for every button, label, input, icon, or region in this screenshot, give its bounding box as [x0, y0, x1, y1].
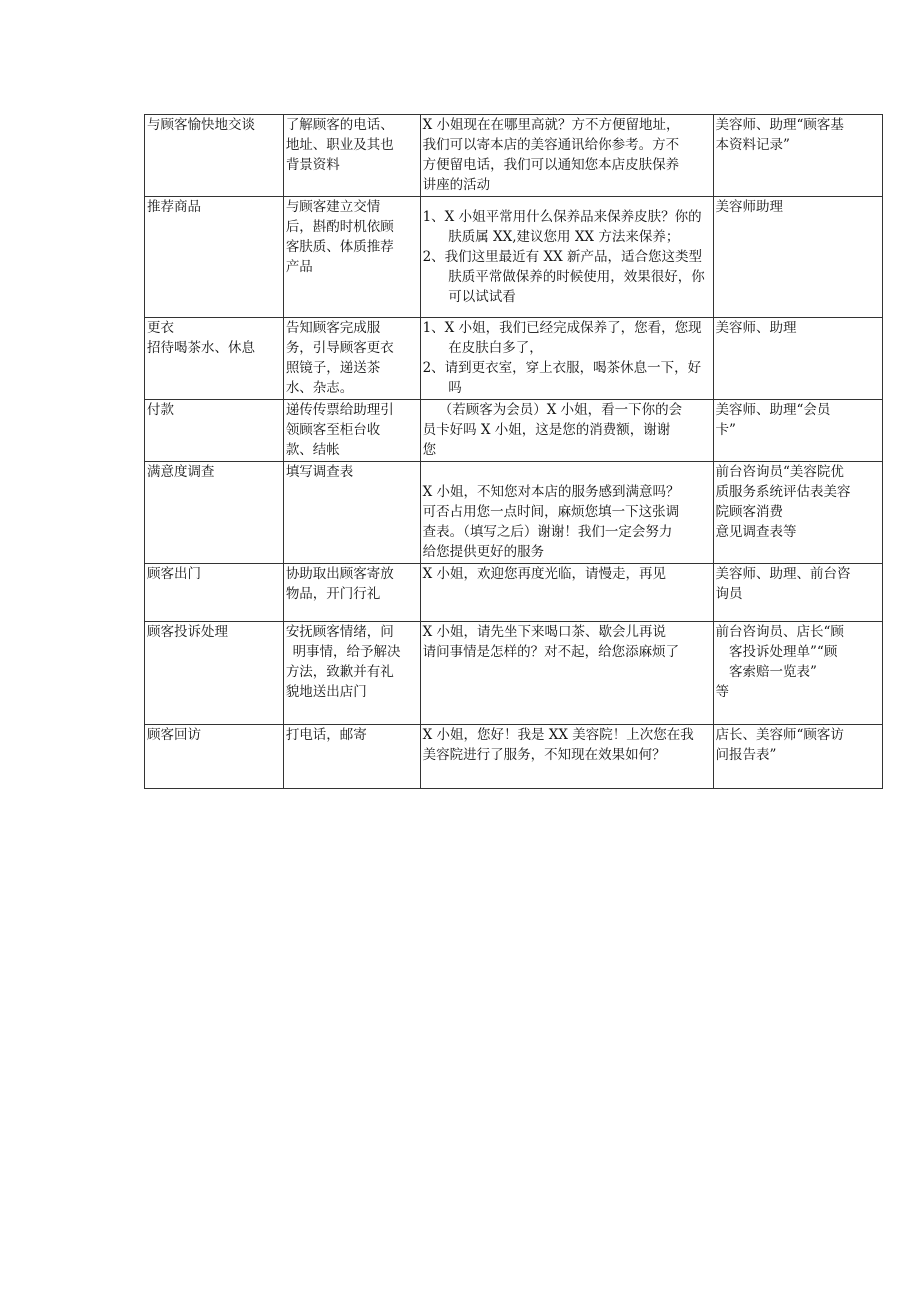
action-text: 后，斟酌时机依顾: [285, 219, 394, 235]
action-text: 了解顾客的电话、: [285, 117, 394, 133]
table-row: [145, 197, 883, 318]
step-cell: [145, 622, 284, 725]
action-cell: [283, 318, 420, 400]
script-cell: [420, 318, 713, 400]
script-text: X 小姐，请先坐下来喝口茶、歇会儿再说: [422, 624, 666, 640]
script-text: X 小姐现在在哪里高就？方不方便留地址，: [422, 117, 680, 133]
action-text: 明事情，给予解决: [292, 644, 401, 660]
script-cell: [420, 197, 713, 318]
step-cell: [145, 197, 284, 318]
step-text: 付款: [147, 402, 174, 418]
script-cell: [420, 725, 713, 789]
staff-cell: [713, 725, 882, 789]
step-text: 顾客回访: [147, 727, 201, 743]
table-row: [145, 622, 883, 725]
script-text: （若顾客为会员）X 小姐，看一下你的会: [438, 402, 683, 418]
staff-cell: [713, 564, 882, 622]
action-text: 地址、职业及其也: [285, 137, 394, 153]
staff-text: 卡”: [715, 422, 736, 438]
staff-cell: [713, 197, 882, 318]
step-text: 招待喝茶水、休息: [147, 340, 255, 356]
script-cell: [420, 564, 713, 622]
step-cell: [145, 725, 284, 789]
action-cell: [283, 462, 420, 564]
staff-text: 美容师、助理“会员: [715, 402, 831, 418]
staff-text: 等: [715, 684, 730, 700]
script-text: 方便留电话，我们可以通知您本店皮肤保养: [422, 157, 680, 173]
step-text: 推荐商品: [147, 199, 201, 215]
table-row: [145, 564, 883, 622]
action-text: 递传传票给助理引: [285, 402, 394, 418]
script-item: 2、我们这里最近有 XX 新产品，适合您这类型肤质平常做保养的时候使用，效果很好，你可以试试看: [422, 249, 705, 305]
table-row: [145, 725, 883, 789]
action-cell: [283, 622, 420, 725]
action-cell: [283, 400, 420, 462]
script-text: X 小姐，不知您对本店的服务感到满意吗？: [422, 484, 680, 500]
staff-text: 美容师助理: [715, 199, 784, 215]
step-text: 更衣: [147, 320, 174, 336]
staff-cell: [713, 462, 882, 564]
action-text: 貌地送出店门: [285, 684, 367, 700]
staff-text: 质服务系统评估表美容: [715, 484, 851, 500]
action-text: 务，引导顾客更衣: [285, 340, 394, 356]
action-text: 款、结帐: [285, 442, 340, 458]
action-text: 方法，致歉并有礼: [285, 664, 394, 680]
table-row: [145, 462, 883, 564]
step-cell: [145, 400, 284, 462]
script-text: X 小姐，欢迎您再度光临，请慢走，再见: [422, 566, 666, 582]
step-cell: [145, 462, 284, 564]
action-cell: [283, 564, 420, 622]
step-cell: [145, 564, 284, 622]
action-text: 水、杂志。: [285, 380, 354, 396]
script-text: 给您提供更好的服务: [422, 544, 545, 560]
service-procedure-table: [144, 114, 883, 789]
table-row: [145, 115, 883, 197]
staff-text: 美容师、助理“顾客基: [715, 117, 844, 133]
script-item: 2、请到更衣室，穿上衣服，喝茶休息一下，好吗: [422, 360, 702, 396]
staff-text: 客索赔一览表”: [729, 664, 817, 680]
staff-cell: [713, 318, 882, 400]
action-text: 打电话，邮寄: [285, 727, 367, 743]
script-text: 美容院进行了服务，不知现在效果如何？: [422, 747, 666, 763]
staff-text: 意见调查表等: [715, 524, 797, 540]
action-text: 填写调查表: [285, 464, 354, 480]
action-cell: [283, 115, 420, 197]
staff-text: 问报告表”: [715, 747, 777, 763]
action-text: 安抚顾客情绪，问: [285, 624, 394, 640]
script-text: 讲座的活动: [422, 177, 491, 193]
table-row: [145, 400, 883, 462]
staff-text: 客投诉处理单”“顾: [729, 644, 838, 660]
staff-cell: [713, 400, 882, 462]
staff-text: 本资料记录”: [715, 137, 790, 153]
action-text: 告知顾客完成服: [285, 320, 381, 336]
script-text: 我们可以寄本店的美容通讯给你参考。方不: [422, 137, 680, 153]
script-text: 您: [422, 442, 437, 458]
script-text: X 小姐，您好！我是 XX 美容院！上次您在我: [422, 727, 694, 743]
staff-text: 美容师、助理、前台咨: [715, 566, 851, 582]
staff-text: 美容师、助理: [715, 320, 797, 336]
staff-text: 院顾客消费: [715, 504, 784, 520]
action-cell: [283, 725, 420, 789]
action-text: 背景资料: [285, 157, 340, 173]
script-cell: [420, 400, 713, 462]
staff-text: 前台咨询员、店长“顾: [715, 624, 844, 640]
action-text: 照镜子，递送茶: [285, 360, 381, 376]
staff-text: 前台咨询员“美容院优: [715, 464, 844, 480]
action-text: 协助取出顾客寄放: [285, 566, 394, 582]
script-text: 可否占用您一点时间，麻烦您填一下这张调: [422, 504, 680, 520]
action-text: 产品: [285, 259, 313, 275]
script-text: 员卡好吗 X 小姐，这是您的消费额，谢谢: [422, 422, 671, 438]
action-text: 与顾客建立交情: [285, 199, 381, 215]
script-cell: [420, 622, 713, 725]
action-text: 客肤质、体质推荐: [285, 239, 394, 255]
action-cell: [283, 197, 420, 318]
step-cell: [145, 318, 284, 400]
step-cell: [145, 115, 284, 197]
script-cell: [420, 115, 713, 197]
staff-text: 询员: [715, 586, 743, 602]
step-text: 顾客出门: [147, 566, 201, 582]
script-text: 查表。（填写之后）谢谢！我们一定会努力: [422, 524, 673, 540]
staff-cell: [713, 622, 882, 725]
script-item: 1、X 小姐平常用什么保养品来保养皮肤？你的肤质属 XX,建议您用 XX 方法来保养；: [422, 209, 702, 245]
action-text: 领顾客至柜台收: [285, 422, 381, 438]
script-cell: [420, 462, 713, 564]
action-text: 物品，开门行礼: [285, 586, 381, 602]
table-row: [145, 318, 883, 400]
step-text: 顾客投诉处理: [147, 624, 228, 640]
staff-cell: [713, 115, 882, 197]
script-item: 1、X 小姐，我们已经完成保养了，您看，您现在皮肤白多了，: [422, 320, 702, 356]
step-text: 与顾客愉快地交谈: [147, 117, 255, 133]
script-text: 请问事情是怎样的？对不起，给您添麻烦了: [422, 644, 680, 660]
staff-text: 店长、美容师“顾客访: [715, 727, 844, 743]
step-text: 满意度调查: [147, 464, 215, 480]
